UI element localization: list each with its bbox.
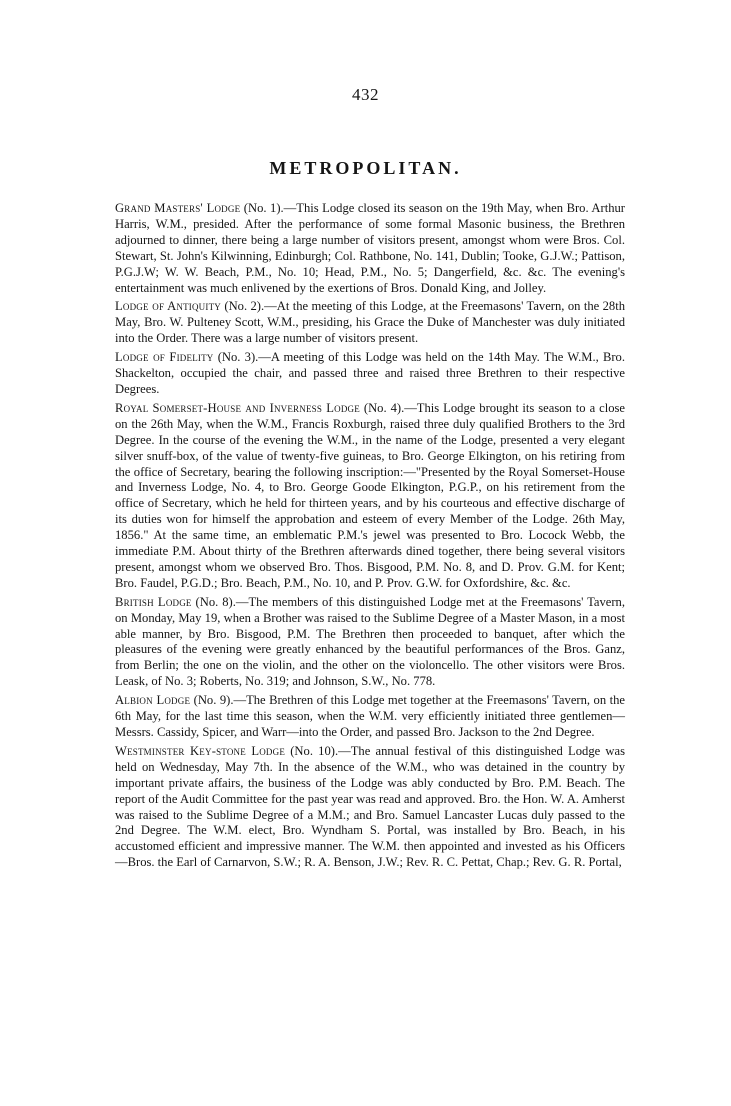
paragraph-text: (No. 9).—The Brethren of this Lodge met together at the Freemasons' Tavern, on the 6th May, for the last time this season, when the W.M. very efficiently initiated three gentlemen—Messrs. Cassidy, Spicer, and Warr—into the Order, and passed Bro. Jackson to the 2nd Degree. bbox=[115, 693, 625, 739]
paragraph-text: (No. 10).—The annual festival of this distinguished Lodge was held on Wednesday, May 7th. In the absence of the W.M., who was detained in the country by important private affairs, the business of the Lodge was ably conducted by Bro. P.M. Beach. The report of the Audit Committee for the past year was read and approved. Bro. the Hon. W. A. Amherst was raised to the Sublime Degree of a M.M.; and Bro. Samuel Lancaster Lucas duly passed to the 2nd Degree. The W.M. elect, Bro. Wyndham S. Portal, was installed by Bro. Beach, in his accustomed efficient and impressive manner. The W.M. then appointed and invested as his Officers—Bros. the Earl of Carnarvon, S.W.; R. A. Benson, J.W.; Rev. R. C. Pettat, Chap.; Rev. G. R. Portal, bbox=[115, 743, 625, 870]
lodge-name: Albion Lodge bbox=[115, 693, 191, 708]
lodge-name: Royal Somerset-House and Inverness Lodge bbox=[115, 400, 360, 415]
lodge-name: Lodge of Fidelity bbox=[115, 350, 214, 365]
lodge-name: Lodge of Antiquity bbox=[115, 299, 221, 314]
paragraph-text: (No. 1).—This Lodge closed its season on the 19th May, when Bro. Arthur Harris, W.M., presided. After the performance of some formal Masonic business, the Brethren adjourned to dinner, there being a large number of visitors present, amongst whom were Bros. Col. Stewart, St. John's Kilwinning, Edinburgh; Col. Rathbone, No. 141, Dublin; Tooke, G.J.W.; Pattison, P.G.J.W; W. W. Beach, P.M., No. 10; Head, P.M., No. 5; Dangerfield, &c. &c. The evening's entertainment was much enlivened by the exertions of Bros. Donald King, and Jolley. bbox=[115, 201, 625, 295]
paragraph-text: (No. 2).—At the meeting of this Lodge, at the Freemasons' Tavern, on the 28th May, Bro. W. Pulteney Scott, W.M., presiding, his Grace the Duke of Manchester was duly initiated into the Order. There was a large number of visitors present. bbox=[115, 299, 626, 346]
paragraph-lodge-of-fidelity bbox=[115, 350, 625, 398]
paragraph-british-lodge bbox=[115, 595, 625, 690]
section-title: METROPOLITAN. bbox=[269, 158, 462, 178]
paragraph-westminster-key-stone-lodge bbox=[115, 744, 625, 871]
paragraph-albion-lodge bbox=[115, 693, 625, 741]
page-number: 432 bbox=[352, 85, 379, 104]
paragraph-lodge-of-antiquity bbox=[115, 299, 625, 347]
paragraph-text: (No. 8).—The members of this distinguished Lodge met at the Freemasons' Tavern, on Monday, May 19, when a Brother was raised to the Sublime Degree of a Master Mason, in a most able manner, by Bro. Bisgood, P.M. The Brethren then proceeded to banquet, after which the pleasures of the evening were greatly enhanced by the beautiful performances of the Bros. Ganz, from Berlin; the one on the violin, and the other on the violoncello. The other visitors were Bros. Leask, of No. 3; Roberts, No. 319; and Johnson, S.W., No. 778. bbox=[115, 594, 625, 689]
paragraph-text: (No. 3).—A meeting of this Lodge was held on the 14th May. The W.M., Bro. Shackelton, occupied the chair, and passed three and raised three Brethren to their respective Degrees. bbox=[115, 350, 625, 396]
paragraph-grand-masters-lodge bbox=[115, 201, 625, 296]
lodge-name: Grand Masters' Lodge bbox=[115, 201, 241, 215]
lodge-name: Westminster Key-stone Lodge bbox=[115, 743, 286, 758]
lodge-name: British Lodge bbox=[115, 594, 192, 609]
article-body bbox=[115, 201, 625, 874]
paragraph-royal-somerset-house-lodge bbox=[115, 401, 625, 592]
paragraph-text: (No. 4).—This Lodge brought its season to a close on the 26th May, when the W.M., Francis Roxburgh, raised three duly qualified Brothers to the 3rd Degree. In the course of the evening the W.M., in the name of the Lodge, presented a very elegant silver snuff-box, of the value of twenty-five guineas, to Bro. George Elkington, on his retiring from the office of Secretary, bearing the following inscription:—"Presented by the Royal Somerset-House and Inverness Lodge, No. 4, to Bro. George Goode Elkington, P.G.P., on his retirement from the office of Secretary, which he held for thirteen years, and by his courteous and effective discharge of its duties won for himself the approbation and esteem of every Member of the Lodge. 26th May, 1856." At the same time, an emblematic P.M.'s jewel was presented to Bro. Locock Webb, the immediate P.M. About thirty of the Brethren afterwards dined together, there being several visitors present, amongst whom we observed Bro. Thos. Bisgood, P.M. No. 8, and D. Prov. G.M. for Kent; Bro. Faudel, P.G.D.; Bro. Beach, P.M., No. 10, and P. Prov. G.W. for Oxfordshire, &c. &c. bbox=[115, 400, 625, 590]
